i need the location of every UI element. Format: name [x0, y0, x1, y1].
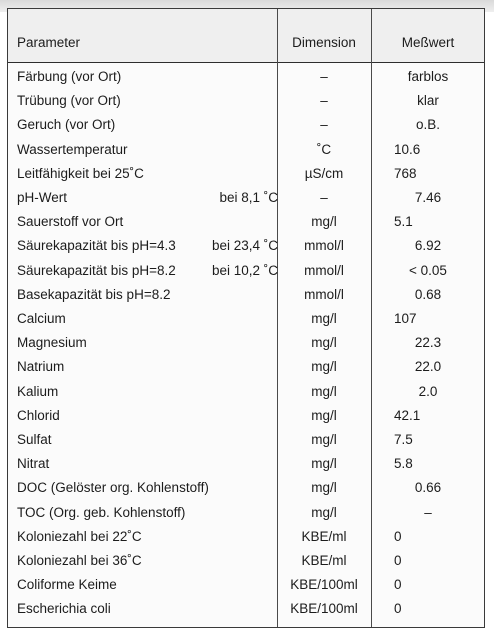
- dimension-cell: –: [320, 93, 328, 109]
- header-value: Meßwert: [401, 35, 455, 50]
- table-row: [8, 139, 484, 163]
- value-cell: 107: [394, 311, 417, 326]
- parameter-cell: Wassertemperatur: [17, 141, 128, 157]
- parameter-cell: Escherichia coli: [17, 601, 111, 617]
- parameter-cell: Säurekapazität bis pH=4.3: [17, 238, 176, 254]
- parameter-cell: Sauerstoff vor Ort: [17, 214, 124, 230]
- dimension-cell: mg/l: [311, 214, 337, 230]
- condition-cell: bei 8,1 ˚C: [219, 190, 278, 205]
- value-cell: 10.6: [394, 141, 421, 157]
- dimension-cell: µS/cm: [304, 165, 344, 181]
- value-cell: farblos: [407, 69, 449, 84]
- dimension-cell: mg/l: [311, 383, 337, 399]
- table-row: [8, 453, 484, 477]
- table-row: [8, 211, 484, 235]
- table-row: [8, 187, 484, 211]
- table-row: [8, 114, 484, 138]
- value-cell: 22.0: [414, 359, 442, 375]
- value-cell: 0: [394, 553, 402, 568]
- table-row: [8, 477, 484, 501]
- parameter-cell: Natrium: [17, 359, 65, 375]
- value-cell: 2.0: [418, 383, 438, 399]
- table-row: [8, 332, 484, 356]
- parameter-cell: pH-Wert: [17, 190, 68, 205]
- header-parameter: Parameter: [17, 35, 81, 50]
- dimension-cell: KBE/100ml: [290, 577, 358, 593]
- table-row: [8, 90, 484, 114]
- value-cell: 5.8: [394, 456, 413, 472]
- table-row: [8, 405, 484, 429]
- value-cell: 0.66: [414, 480, 442, 496]
- parameter-cell: Magnesium: [17, 335, 87, 351]
- parameter-cell: Trübung (vor Ort): [17, 93, 121, 109]
- value-cell: 7.46: [414, 190, 442, 205]
- value-cell: –: [424, 504, 432, 520]
- value-cell: 5.1: [394, 214, 413, 230]
- header-dimension: Dimension: [292, 35, 356, 50]
- table-row: [8, 163, 484, 187]
- table-row: [8, 284, 484, 308]
- table-row: [8, 526, 484, 550]
- value-cell: < 0.05: [409, 262, 447, 278]
- table-row: [8, 356, 484, 380]
- value-cell: 6.92: [414, 238, 442, 254]
- condition-cell: bei 23,4 ˚C: [211, 238, 278, 254]
- table-row: [8, 429, 484, 453]
- dimension-cell: mg/l: [311, 480, 337, 496]
- dimension-cell: KBE/100ml: [290, 601, 358, 617]
- dimension-cell: KBE/ml: [301, 528, 347, 544]
- value-cell: 0.68: [414, 286, 442, 302]
- value-cell: 7.5: [394, 432, 413, 447]
- table-row: [8, 381, 484, 405]
- dimension-cell: ˚C: [316, 141, 332, 157]
- dimension-cell: –: [320, 69, 328, 84]
- dimension-cell: KBE/ml: [301, 553, 347, 568]
- table-row: [8, 235, 484, 259]
- parameter-cell: DOC (Gelöster org. Kohlenstoff): [17, 480, 209, 496]
- parameter-cell: Chlorid: [17, 407, 60, 423]
- dimension-cell: mg/l: [311, 407, 337, 423]
- dimension-cell: –: [320, 117, 328, 133]
- parameter-cell: Koloniezahl bei 36˚C: [17, 553, 142, 568]
- value-cell: 0: [394, 528, 402, 544]
- value-cell: 768: [394, 165, 417, 181]
- parameter-cell: Leitfähigkeit bei 25˚C: [17, 165, 144, 181]
- parameter-cell: Färbung (vor Ort): [17, 69, 122, 84]
- parameter-cell: Sulfat: [17, 432, 52, 447]
- dimension-cell: mmol/l: [304, 286, 344, 302]
- table-row: [8, 308, 484, 332]
- dimension-cell: mg/l: [311, 359, 337, 375]
- table-row: [8, 574, 484, 598]
- parameter-cell: Nitrat: [17, 456, 50, 472]
- table-row: [8, 260, 484, 284]
- parameter-cell: Geruch (vor Ort): [17, 117, 116, 133]
- table-row: [8, 598, 484, 622]
- value-cell: klar: [417, 93, 439, 109]
- value-cell: 42.1: [394, 407, 421, 423]
- dimension-cell: mmol/l: [304, 262, 344, 278]
- parameter-cell: Kalium: [17, 383, 59, 399]
- table-row: [8, 66, 484, 90]
- parameter-cell: Säurekapazität bis pH=8.2: [17, 262, 176, 278]
- value-cell: 22.3: [414, 335, 442, 351]
- parameter-cell: Basekapazität bis pH=8.2: [17, 286, 171, 302]
- table-row: [8, 550, 484, 574]
- dimension-cell: –: [320, 190, 328, 205]
- value-cell: 0: [394, 601, 402, 617]
- parameter-cell: Koloniezahl bei 22˚C: [17, 528, 142, 544]
- value-cell: 0: [394, 577, 402, 593]
- value-cell: o.B.: [415, 117, 440, 133]
- dimension-cell: mg/l: [311, 432, 337, 447]
- dimension-cell: mg/l: [311, 335, 337, 351]
- table-header: [8, 9, 484, 63]
- dimension-cell: mg/l: [311, 456, 337, 472]
- condition-cell: bei 10,2 ˚C: [211, 262, 278, 278]
- dimension-cell: mg/l: [311, 311, 337, 326]
- dimension-cell: mg/l: [311, 504, 337, 520]
- dimension-cell: mmol/l: [304, 238, 344, 254]
- parameter-cell: Calcium: [17, 311, 66, 326]
- parameter-cell: Coliforme Keime: [17, 577, 117, 593]
- table-row: [8, 502, 484, 526]
- water-analysis-table: [7, 8, 485, 628]
- parameter-cell: TOC (Org. geb. Kohlenstoff): [17, 504, 186, 520]
